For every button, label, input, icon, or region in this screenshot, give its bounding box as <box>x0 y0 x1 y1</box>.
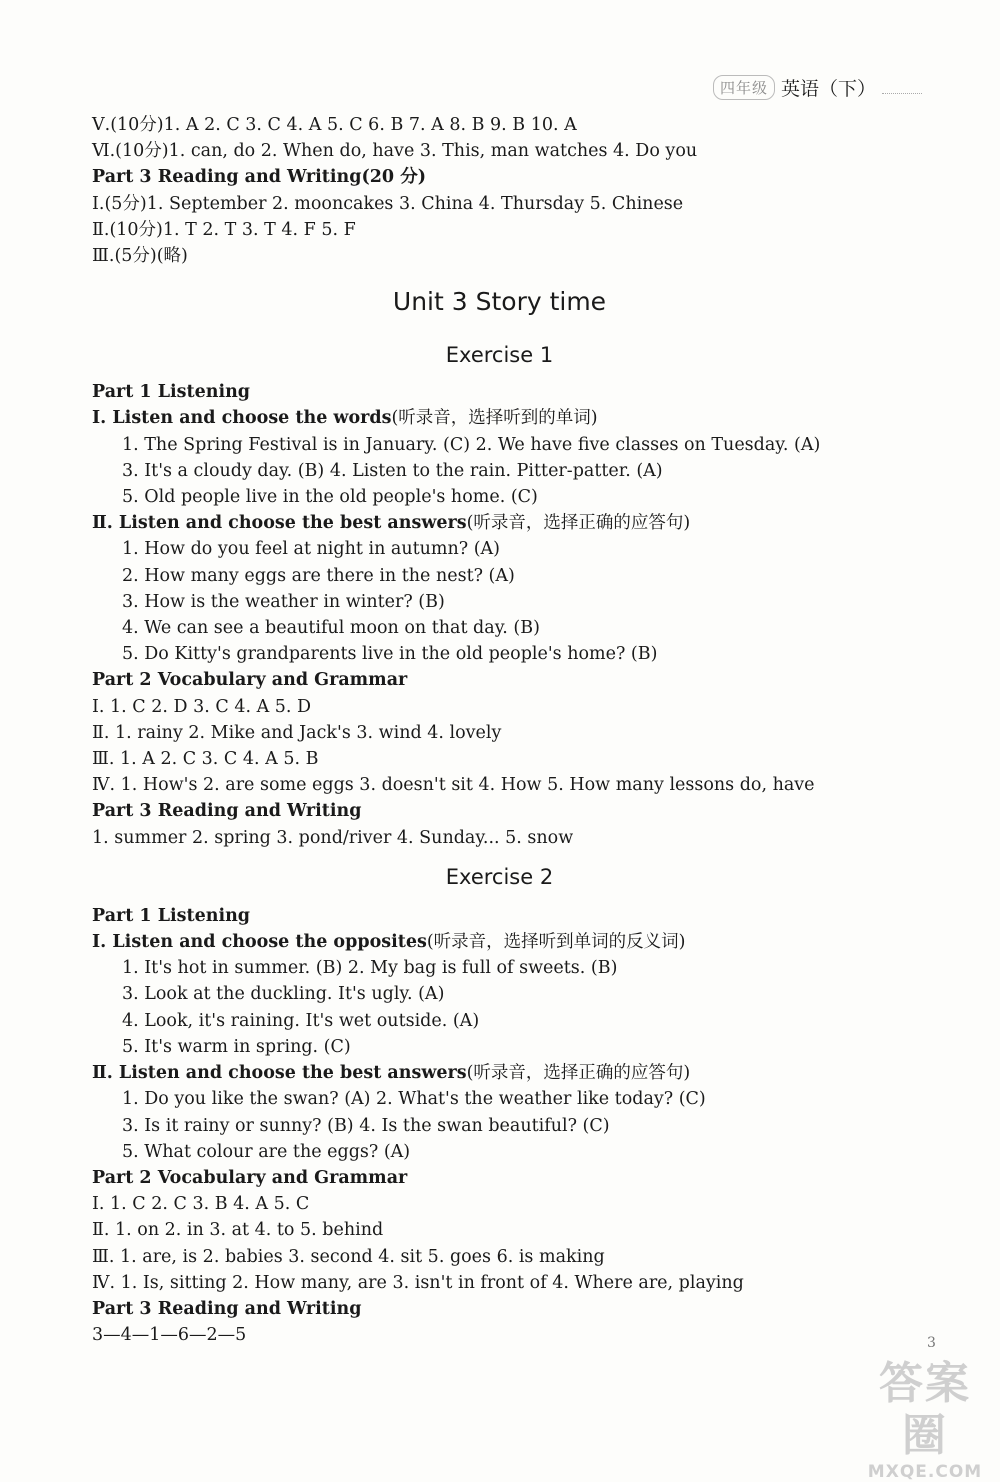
part-heading: Part 3 Reading and Writing(20 分) <box>92 167 426 188</box>
watermark-logo <box>860 1358 990 1482</box>
section-heading-instruction: (听录音，选择正确的应答句) <box>466 1063 691 1084</box>
answer-line: 3—4—1—6—2—5 <box>92 1325 247 1346</box>
answer-content <box>92 112 922 1348</box>
exercise-2-answers <box>92 903 922 1348</box>
section-heading <box>92 405 922 431</box>
answer-line: Ⅲ. 1. are, is 2. babies 3. second 4. sit 5. goes 6. is making <box>92 1246 605 1267</box>
answer-line: Ⅰ. 1. C 2. C 3. B 4. A 5. C <box>92 1194 310 1215</box>
answer-line: Ⅱ.(10分)1. T 2. T 3. T 4. F 5. F <box>92 219 356 240</box>
section-heading <box>92 929 922 955</box>
answer-line: Ⅰ.(5分)1. September 2. mooncakes 3. China 4. Thursday 5. Chinese <box>92 193 684 214</box>
answer-line: 5. What colour are the eggs? (A) <box>122 1141 411 1162</box>
part-heading: Part 3 Reading and Writing <box>92 801 362 822</box>
section-heading-title: Ⅱ. Listen and choose the best answers <box>92 513 467 534</box>
answer-line: Ⅲ.(5分)(略) <box>92 246 188 267</box>
answer-line: 2. How many eggs are there in the nest? (A) <box>122 565 515 586</box>
section-heading <box>92 1060 922 1086</box>
section-heading-title: Ⅱ. Listen and choose the best answers <box>92 1063 467 1084</box>
answer-line: 3. It's a cloudy day. (B) 4. Listen to the rain. Pitter-patter. (A) <box>122 460 663 481</box>
exercise-2-title: Exercise 2 <box>445 864 554 889</box>
page-number: 3 <box>927 1335 936 1351</box>
part-heading: Part 1 Listening <box>92 905 251 926</box>
exercise-1-title: Exercise 1 <box>445 343 554 368</box>
page-header <box>713 74 922 101</box>
answer-line: Ⅵ.(10分)1. can, do 2. When do, have 3. This, man watches 4. Do you <box>92 141 698 162</box>
answer-line: 4. We can see a beautiful moon on that day. (B) <box>122 618 540 639</box>
header-decoration <box>882 81 922 94</box>
section-heading-instruction: (听录音，选择听到单词的反义词) <box>426 932 686 953</box>
answer-line: 4. Look, it's raining. It's wet outside. (A) <box>122 1010 480 1031</box>
part-heading: Part 1 Listening <box>92 382 251 403</box>
section-heading-title: Ⅰ. Listen and choose the words <box>92 408 392 429</box>
answer-line: 5. It's warm in spring. (C) <box>122 1036 351 1057</box>
answer-line: 1. The Spring Festival is in January. (C) 2. We have five classes on Tuesday. (A) <box>122 434 821 455</box>
answer-line: Ⅲ. 1. A 2. C 3. C 4. A 5. B <box>92 749 319 770</box>
section-heading <box>92 510 922 536</box>
answer-line: Ⅳ. 1. Is, sitting 2. How many, are 3. isn't in front of 4. Where are, playing <box>92 1272 744 1293</box>
answer-line: 5. Do Kitty's grandparents live in the old people's home? (B) <box>122 644 658 665</box>
section-heading-instruction: (听录音，选择正确的应答句) <box>466 513 691 534</box>
answer-line: Ⅰ. 1. C 2. D 3. C 4. A 5. D <box>92 696 312 717</box>
part-heading: Part 2 Vocabulary and Grammar <box>92 1167 408 1188</box>
watermark-url: MXQE.COM <box>867 1462 983 1482</box>
answer-line: 1. How do you feel at night in autumn? (A) <box>122 539 501 560</box>
answer-line: 1. It's hot in summer. (B) 2. My bag is full of sweets. (B) <box>122 958 618 979</box>
section-heading-instruction: (听录音，选择听到的单词) <box>391 408 598 429</box>
subject-label: 英语（下） <box>780 78 876 100</box>
part-heading: Part 2 Vocabulary and Grammar <box>92 670 408 691</box>
answer-line: 3. How is the weather in winter? (B) <box>122 591 445 612</box>
unit-title: Unit 3 Story time <box>392 287 607 317</box>
answer-line: Ⅱ. 1. on 2. in 3. at 4. to 5. behind <box>92 1220 384 1241</box>
part-heading: Part 3 Reading and Writing <box>92 1298 362 1319</box>
answer-line: 1. Do you like the swan? (A) 2. What's the weather like today? (C) <box>122 1089 706 1110</box>
answer-line: 3. Look at the duckling. It's ugly. (A) <box>122 984 445 1005</box>
section-heading-title: Ⅰ. Listen and choose the opposites <box>92 932 427 953</box>
answer-line: 3. Is it rainy or sunny? (B) 4. Is the swan beautiful? (C) <box>122 1115 610 1136</box>
answer-line: Ⅴ.(10分)1. A 2. C 3. C 4. A 5. C 6. B 7. A 8. B 9. B 10. A <box>92 115 577 135</box>
answer-line: Ⅱ. 1. rainy 2. Mike and Jack's 3. wind 4. lovely <box>92 722 502 743</box>
previous-unit-answers <box>92 112 922 269</box>
answer-line: 1. summer 2. spring 3. pond/river 4. Sunday... 5. snow <box>92 827 574 848</box>
answer-line: 5. Old people live in the old people's home. (C) <box>122 487 538 508</box>
answer-line: Ⅳ. 1. How's 2. are some eggs 3. doesn't sit 4. How 5. How many lessons do, have <box>92 775 815 796</box>
grade-badge: 四年级 <box>713 75 775 100</box>
exercise-1-answers <box>92 379 922 851</box>
watermark-text: 答案圈 <box>879 1358 971 1461</box>
